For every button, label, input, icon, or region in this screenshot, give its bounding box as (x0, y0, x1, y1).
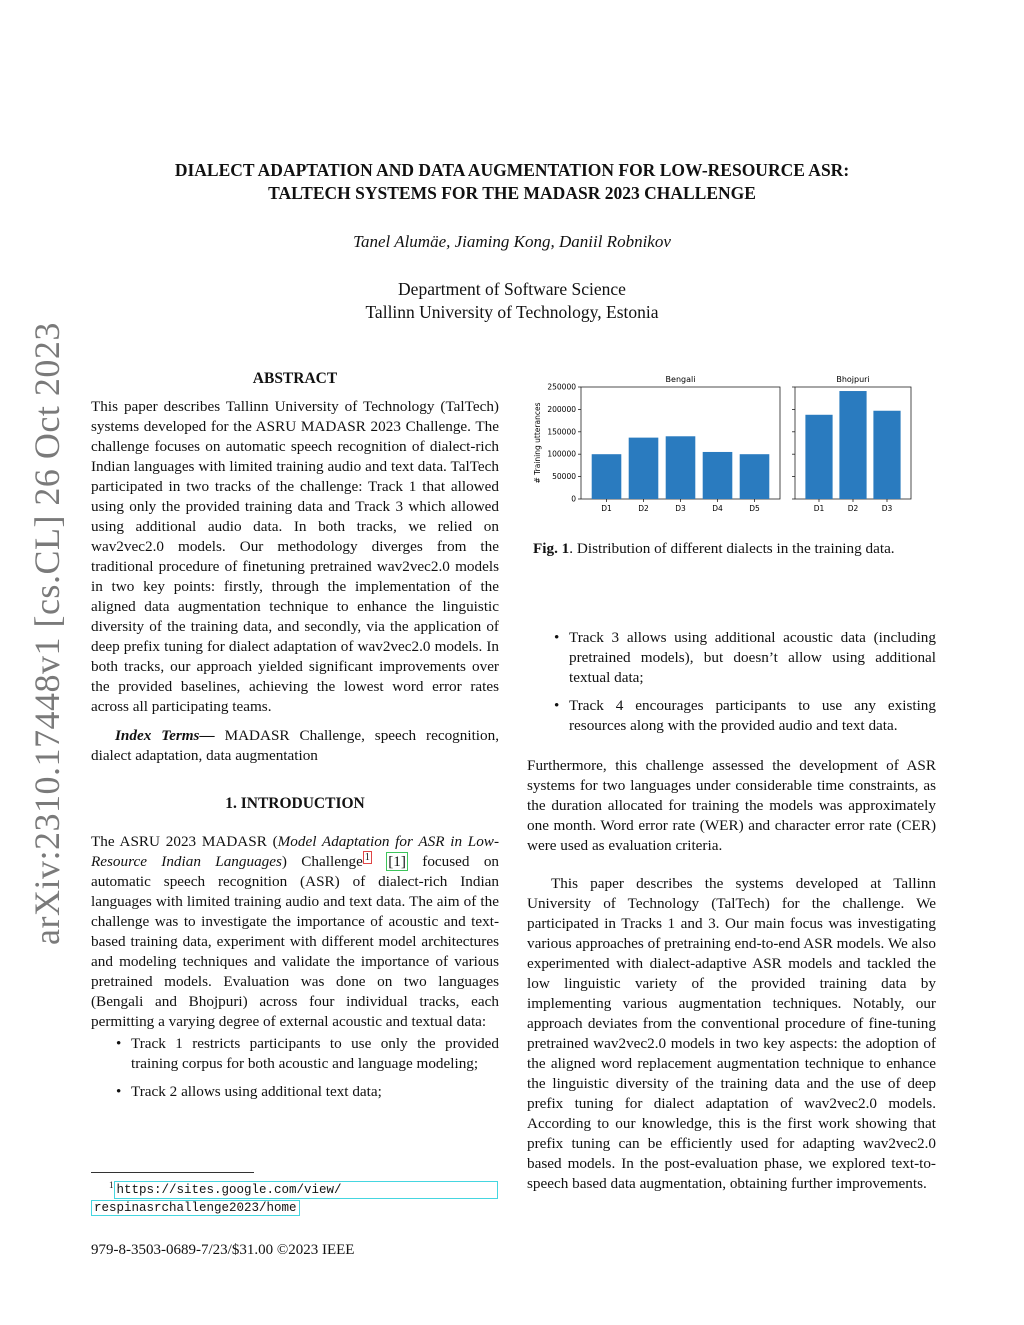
abstract-text: This paper describes Tallinn University of Technology (TalTech) systems developed for the ASRU MADASR 2023 Challenge. The challenge focuses on automatic speech recognition of dialect-rich Indian languages with limited training audio and text data. TalTech participated in two tracks of the challenge: Track 1 that allowed using only the provided training data and Track 3 which allowed using additional audio data. In both tracks, we relied on wav2vec2.0 models. Our methodology diverges from the traditional procedure of finetuning pretrained wav2vec2.0 models in two key points: firstly, through the implementation of the aligned data augmentation technique to enhance the linguistic diversity of the training data, and secondly, via the application of deep prefix tuning for dialect adaptation of wav2vec2.0 models. In both tracks, our approach yielded significant improvements over the provided baselines, achieving the lowest word error rates across all participating teams. (91, 398, 499, 715)
right-column (527, 628, 936, 1194)
footnote-url-line-2[interactable]: respinasrchallenge2023/home (91, 1200, 300, 1216)
x-tick-label: D1 (813, 504, 825, 513)
track-list-right (551, 628, 936, 736)
bar-bengali-d5 (740, 454, 770, 499)
y-axis-label: # Training utterances (533, 402, 542, 484)
bar-bhojpuri-d3 (873, 411, 900, 499)
dialect-distribution-chart (527, 368, 937, 518)
index-terms-text: MADASR Challenge, speech recognition, dialect adaptation, data augmentation (91, 727, 499, 764)
arxiv-identifier: arXiv:2310.17448v1 [cs.CL] 26 Oct 2023 (27, 322, 67, 945)
figure-label: Fig. 1 (533, 540, 570, 557)
x-tick-label: D2 (847, 504, 859, 513)
department: Department of Software Science (398, 279, 626, 299)
title-line-1: DIALECT ADAPTATION AND DATA AUGMENTATION FOR LOW-RESOURCE ASR: (174, 160, 850, 180)
bar-bengali-d1 (592, 454, 622, 499)
intro-paragraph-1: The ASRU 2023 MADASR (Model Adaptation for ASR in Low-Resource Indian Languages) Challenge $^1$ [1] focused on automatic speech recognition (ASR) of dialect-rich Indian languages with limited training audio and text data. The aim of the challenge was to investigate the importance of acoustic and text-based training data, experiment with different model architectures and modeling techniques and validate the importance of various pretrained models. Evaluation was done on two languages (Bengali and Bhojpuri) across four individual tracks, each permitting a varying degree of external acoustic and textual data: (91, 833, 500, 1030)
index-terms (91, 726, 499, 766)
abstract-heading: ABSTRACT (252, 370, 338, 387)
y-tick-label: 0 (571, 494, 576, 504)
y-tick-label: 250000 (547, 382, 576, 392)
figure-caption (533, 540, 933, 558)
bar-bengali-d3 (666, 436, 696, 499)
introduction-heading: 1. INTRODUCTION (225, 795, 365, 812)
track-list-left (113, 1034, 499, 1102)
track-3-item: • Track 3 allows using additional acoustic data (including pretrained models), but doesn’t allow using additional textual data; (551, 628, 936, 688)
index-terms-label: Index Terms— (115, 727, 215, 744)
title-line-2: TALTECH SYSTEMS FOR THE MADASR 2023 CHALLENGE (268, 183, 756, 203)
x-tick-label: D1 (601, 504, 612, 513)
footnote-rule (91, 1172, 254, 1173)
intro-paragraph-2: Furthermore, this challenge assessed the development of ASR systems for two languages under considerable time constraints, as the duration allocated for training the models was approximately one month. Word error rate (WER) and character error rate (CER) were used as evaluation criteria. (527, 757, 936, 854)
track-1-item: • Track 1 restricts participants to use only the provided training corpus for both acoustic and language modeling; (113, 1034, 499, 1074)
x-tick-label: D3 (675, 504, 686, 513)
y-tick-label: 100000 (547, 449, 576, 459)
footnote-mark: 1 (109, 1180, 114, 1190)
y-tick-label: 50000 (552, 472, 576, 482)
track-2-item: • Track 2 allows using additional text data; (113, 1082, 499, 1102)
affiliation (0, 278, 1024, 324)
y-tick-label: 150000 (547, 427, 576, 437)
x-tick-label: D3 (881, 504, 893, 513)
footnote (91, 1177, 501, 1216)
bar-bengali-d2 (629, 438, 659, 499)
university: Tallinn University of Technology, Estonia (365, 302, 659, 322)
citation-link[interactable]: [1] (388, 853, 406, 870)
copyright-footer: 979-8-3503-0689-7/23/$31.00 ©2023 IEEE (91, 1242, 355, 1258)
track-4-item: • Track 4 encourages participants to use any existing resources along with the provided audio and text data. (551, 696, 936, 736)
footnote-url-line-1[interactable]: https://sites.google.com/view/ (114, 1181, 498, 1199)
panel-title: Bhojpuri (836, 375, 870, 384)
footnote-reference[interactable]: 1 (364, 851, 370, 863)
x-tick-label: D4 (712, 504, 723, 513)
intro-paragraph-3: This paper describes the systems developed at Tallinn University of Technology (TalTech) for the challenge. We participated in Tracks 1 and 3. Our main focus was investigating various approaches of pretraining end-to-end ASR models. We also experimented with dialect-adaptive ASR models and tackled the low linguistic variety of the provided training data by implementing various augmentation techniques. Notably, our approach deviates from the conventional procedure of fine-tuning pretrained wav2vec2.0 models in two key aspects: the adoption of the aligned word replacement augmentation technique to enhance the linguistic diversity of the training data and the use of deep prefix tuning for dialect adaptation of wav2vec2.0 models. According to our knowledge, this is the first work showing that prefix tuning can be efficiently used for adapting wav2vec2.0 based models. In the post-evaluation phase, we explored text-to-speech based data augmentation, obtaining further improvements. (527, 875, 936, 1192)
authors: Tanel Alumäe, Jiaming Kong, Daniil Robnikov (353, 232, 671, 251)
paper-title (0, 159, 1024, 205)
bar-bengali-d4 (703, 452, 733, 499)
figure-caption-text: . Distribution of different dialects in the training data. (569, 540, 895, 557)
x-tick-label: D2 (638, 504, 649, 513)
bar-bhojpuri-d2 (839, 391, 866, 499)
bar-bhojpuri-d1 (805, 415, 832, 499)
x-tick-label: D5 (749, 504, 760, 513)
challenge-full-name: Model Adaptation for ASR in Low-Resource Indian Languages (91, 833, 499, 870)
left-column (91, 369, 499, 1110)
panel-title: Bengali (665, 375, 696, 384)
y-tick-label: 200000 (547, 404, 576, 414)
